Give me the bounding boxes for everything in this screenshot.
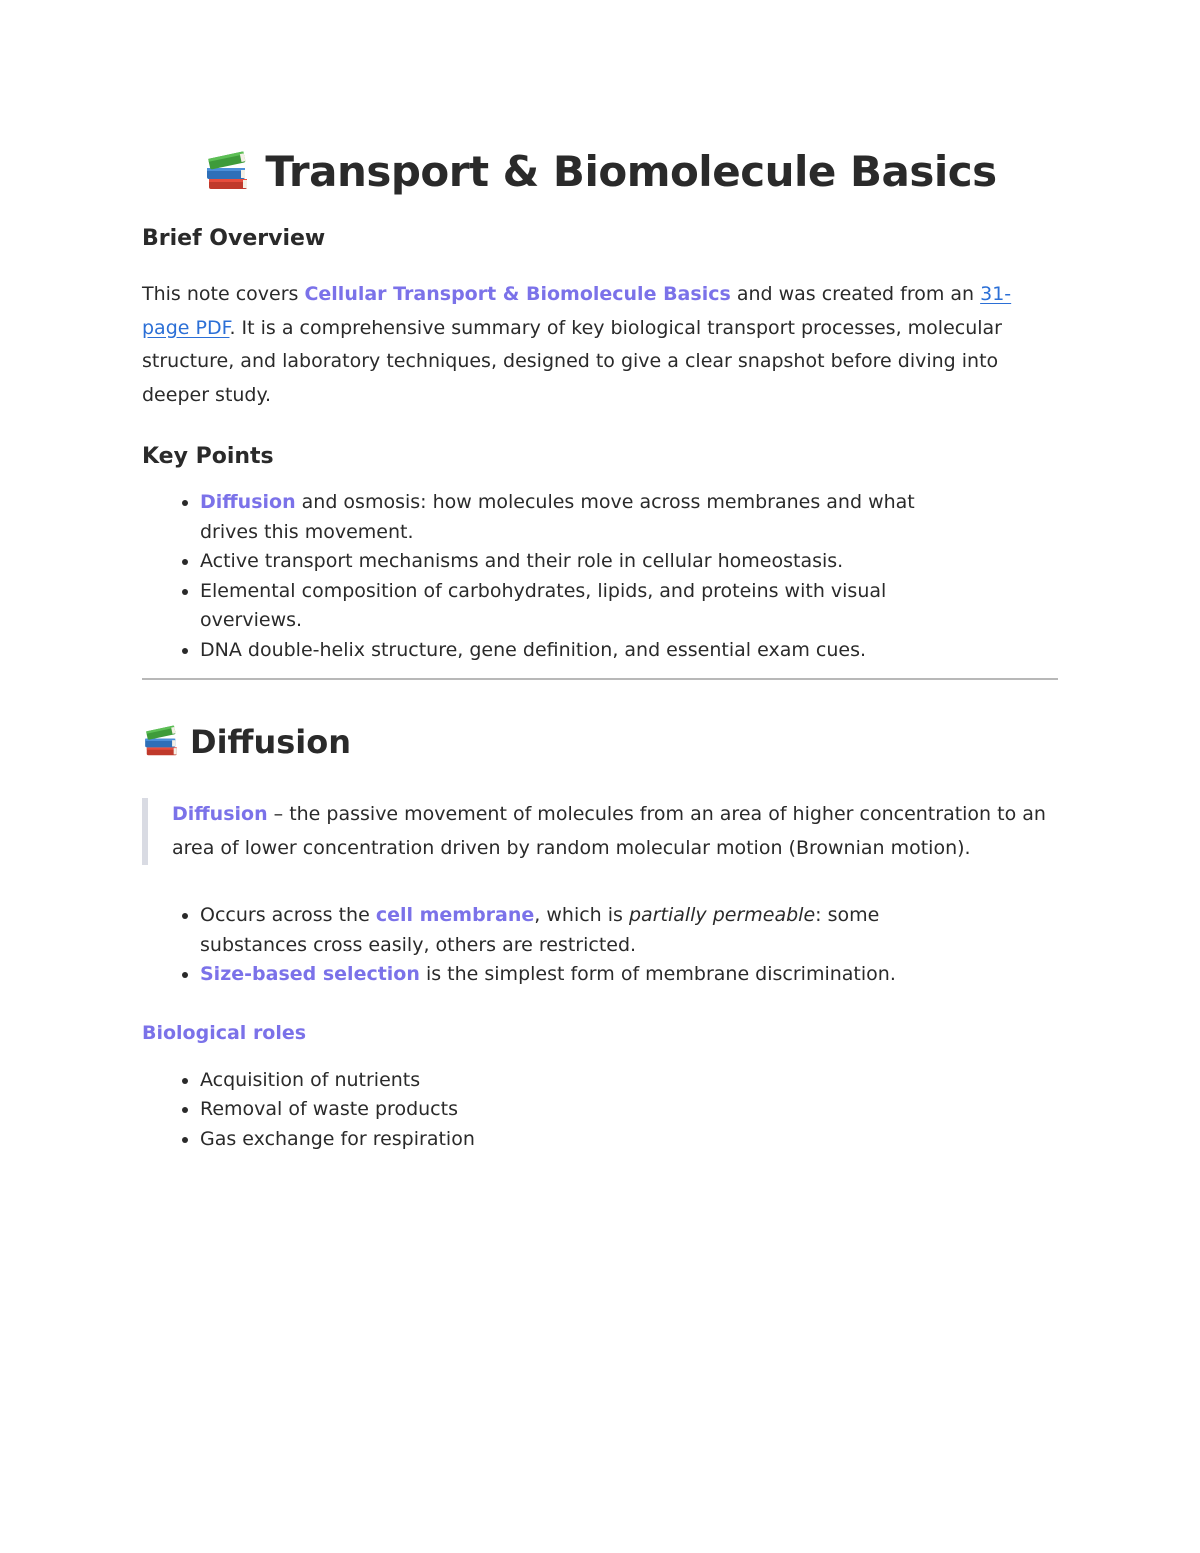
- definition-term: Diffusion: [172, 803, 268, 825]
- key-point-text: Active transport mechanisms and their role in cellular homeostasis.: [200, 550, 844, 572]
- bullet-italic: partially permeable: [628, 904, 816, 926]
- bullet-text: Occurs across the: [200, 904, 376, 926]
- books-icon: [142, 723, 180, 759]
- key-point-text: Elemental composition of carbohydrates, lipids, and proteins with visual overviews.: [200, 579, 887, 631]
- overview-heading: Brief Overview: [142, 226, 326, 251]
- document-title: [142, 0, 1058, 204]
- key-points-heading: Key Points: [142, 444, 274, 469]
- bullet-text: is the simplest form of membrane discrimination.: [419, 963, 896, 985]
- key-point-highlight: Diffusion: [200, 491, 296, 513]
- overview-text-2: and was created from an: [730, 283, 981, 305]
- overview-text-3: . It is a comprehensive summary of key biological transport processes, molecular structure, and laboratory techniques, designed to give a clear snapshot before diving into deeper study.: [142, 316, 1002, 406]
- biological-roles-heading: Biological roles: [142, 1021, 307, 1044]
- definition-text: – the passive movement of molecules from an area of higher concentration to an area of lower concentration driven by random molecular motion (Brownian motion).: [172, 803, 1046, 859]
- diffusion-heading-text: Diffusion: [190, 723, 352, 761]
- list-item: [200, 488, 970, 547]
- list-item: [200, 547, 970, 577]
- list-item: [200, 901, 970, 960]
- bullet-highlight: cell membrane: [375, 904, 535, 926]
- source-pdf-link[interactable]: 31-page PDF: [142, 283, 1012, 339]
- biological-roles-list: [142, 1066, 1058, 1155]
- key-points-list: [142, 488, 970, 665]
- books-icon: [203, 149, 251, 193]
- bullet-text: , which is: [534, 904, 629, 926]
- diffusion-definition-callout: [142, 798, 1058, 865]
- bullet-text: : some substances cross easily, others are restricted.: [200, 904, 880, 956]
- diffusion-bullets: [142, 901, 970, 990]
- list-item: • Removal of waste products: [200, 1095, 1058, 1125]
- overview-paragraph: [142, 278, 1058, 412]
- key-point-text: DNA double-helix structure, gene definition, and essential exam cues.: [200, 638, 867, 661]
- list-item: • Gas exchange for respiration: [200, 1125, 1058, 1155]
- key-point-text: and osmosis: how molecules move across membranes and what drives this movement.: [200, 491, 915, 543]
- bullet-highlight: Size-based selection: [200, 963, 420, 985]
- diffusion-heading: [142, 718, 1058, 766]
- overview-text-1: This note covers: [142, 283, 305, 305]
- list-item: [200, 960, 970, 990]
- section-divider: [142, 678, 1058, 680]
- list-item: • Acquisition of nutrients: [200, 1066, 1058, 1096]
- overview-topic-highlight: Cellular Transport & Biomolecule Basics: [304, 283, 731, 305]
- list-item: [200, 577, 970, 636]
- document-title-text: Transport & Biomolecule Basics: [265, 147, 997, 196]
- list-item: [200, 636, 970, 666]
